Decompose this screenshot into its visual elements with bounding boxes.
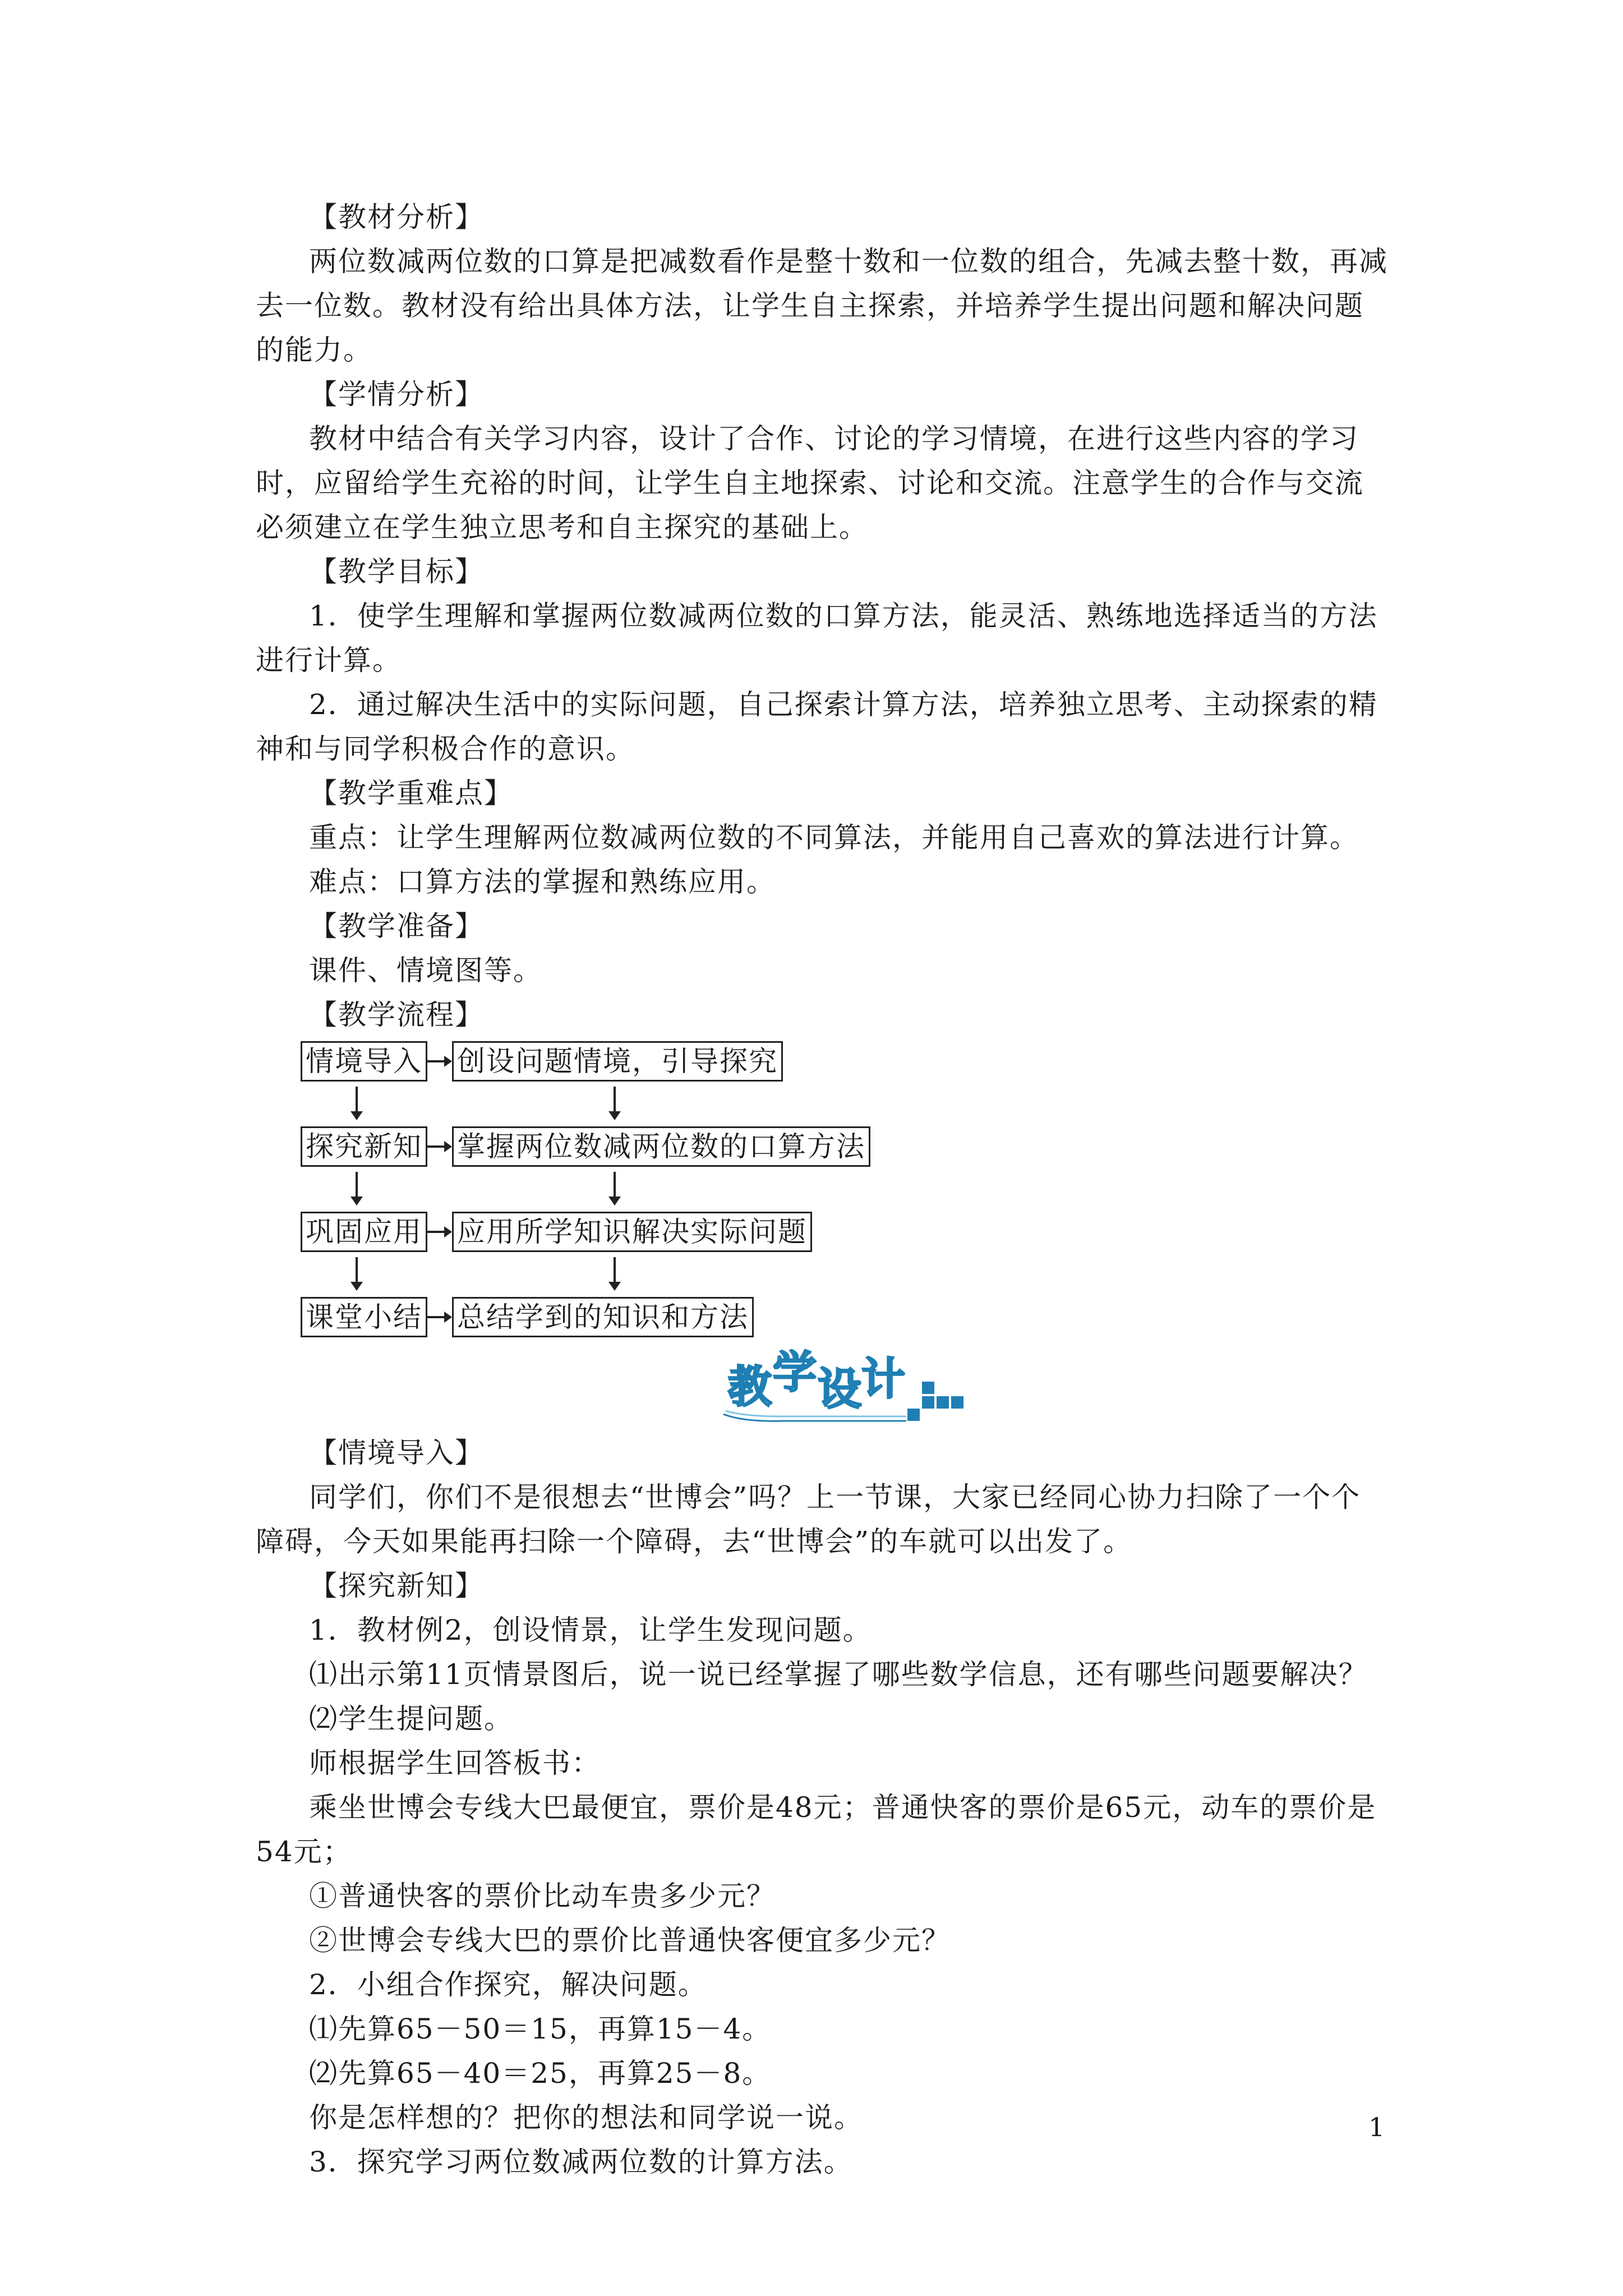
explore-item: ⑵先算65－40＝25，再算25－8。 (309, 2057, 772, 2090)
banner-graphic (721, 1348, 968, 1427)
flow-step-box: 课堂小结 (301, 1297, 427, 1337)
down-arrow-icon (356, 1087, 358, 1112)
flow-desc-box: 创设问题情境，引导探究 (452, 1041, 783, 1082)
flow-arrow-row (301, 1254, 1389, 1295)
explore-item: 3．探究学习两位数减两位数的计算方法。 (309, 2146, 853, 2178)
down-arrow-icon (356, 1172, 358, 1198)
pixel-blocks-icon (907, 1382, 963, 1421)
down-arrow-icon (614, 1257, 616, 1283)
heading-scenario-intro: 【情境导入】 (309, 1437, 484, 1469)
right-arrow-icon (427, 1129, 452, 1164)
flow-desc-box: 总结学到的知识和方法 (452, 1297, 754, 1337)
heading-preparation: 【教学准备】 (309, 910, 484, 942)
teaching-design-banner (256, 1343, 1389, 1428)
flow-desc-box: 应用所学知识解决实际问题 (452, 1212, 812, 1252)
explore-item: ①普通快客的票价比动车贵多少元？ (309, 1880, 776, 1912)
banner-char: 计 (861, 1354, 906, 1405)
heading-explore-new: 【探究新知】 (309, 1570, 484, 1602)
explore-item: 乘坐世博会专线大巴最便宜，票价是48元；普通快客的票价是65元，动车的票价是54元； (256, 1791, 1377, 1868)
right-arrow-icon (427, 1214, 452, 1249)
flow-row (301, 1039, 1389, 1083)
flow-arrow-row (301, 1083, 1389, 1125)
explore-item: 你是怎样想的？把你的想法和同学说一说。 (309, 2101, 863, 2134)
teaching-flowchart (256, 1039, 1389, 1339)
goal-1: 1．使学生理解和掌握两位数减两位数的口算方法，能灵活、熟练地选择适当的方法进行计算。 (256, 600, 1378, 677)
heading-key-points: 【教学重难点】 (309, 777, 513, 809)
explore-item: ⑴先算65－50＝15，再算15－4。 (309, 2013, 772, 2045)
flow-desc-box: 掌握两位数减两位数的口算方法 (452, 1126, 870, 1167)
flow-step-box: 情境导入 (301, 1041, 427, 1082)
para-textbook-analysis: 两位数减两位数的口算是把减数看作是整十数和一位数的组合，先减去整十数，再减去一位数。教材没有给出具体方法，让学生自主探索，并培养学生提出问题和解决问题的能力。 (256, 245, 1388, 366)
heading-teaching-flow: 【教学流程】 (309, 999, 484, 1031)
heading-teaching-goals: 【教学目标】 (309, 555, 484, 588)
flow-row (301, 1295, 1389, 1339)
down-arrow-icon (356, 1257, 358, 1283)
banner-char: 学 (773, 1348, 817, 1398)
explore-item: 2．小组合作探究，解决问题。 (309, 1968, 707, 2001)
flow-row (301, 1125, 1389, 1168)
para-student-analysis: 教材中结合有关学习内容，设计了合作、讨论的学习情境，在进行这些内容的学习时，应留给学生充裕的时间，让学生自主地探索、讨论和交流。注意学生的合作与交流必须建立在学生独立思考和自主探究的基础上。 (256, 422, 1364, 544)
flow-arrow-row (301, 1168, 1389, 1210)
explore-item: 1．教材例2，创设情景，让学生发现问题。 (309, 1614, 872, 1646)
explore-item: ⑴出示第11页情景图后，说一说已经掌握了哪些数学信息，还有哪些问题要解决？ (309, 1658, 1368, 1691)
page-content (256, 195, 1389, 2184)
flow-step-box: 探究新知 (301, 1126, 427, 1167)
explore-item: ②世博会专线大巴的票价比普通快客便宜多少元？ (309, 1924, 951, 1957)
banner-char: 设 (818, 1364, 862, 1415)
page-number: 1 (1368, 2112, 1385, 2142)
banner-char: 教 (728, 1362, 772, 1412)
right-arrow-icon (427, 1300, 452, 1335)
goal-2: 2．通过解决生活中的实际问题，自己探索计算方法，培养独立思考、主动探索的精神和与同学积极合作的意识。 (256, 688, 1378, 765)
explore-item: 师根据学生回答板书： (309, 1747, 601, 1779)
right-arrow-icon (427, 1044, 452, 1079)
preparation-text: 课件、情境图等。 (309, 954, 542, 987)
down-arrow-icon (614, 1172, 616, 1198)
heading-student-analysis: 【学情分析】 (309, 378, 484, 411)
difficult-point: 难点：口算方法的掌握和熟练应用。 (309, 866, 776, 898)
heading-textbook-analysis: 【教材分析】 (309, 201, 484, 233)
key-point: 重点：让学生理解两位数减两位数的不同算法，并能用自己喜欢的算法进行计算。 (309, 821, 1359, 854)
para-scenario-intro: 同学们，你们不是很想去“世博会”吗？上一节课，大家已经同心协力扫除了一个个障碍，今天如果能再扫除一个障碍，去“世博会”的车就可以出发了。 (256, 1481, 1361, 1558)
flow-row (301, 1210, 1389, 1254)
down-arrow-icon (614, 1087, 616, 1112)
explore-item: ⑵学生提问题。 (309, 1703, 513, 1735)
flow-step-box: 巩固应用 (301, 1212, 427, 1252)
